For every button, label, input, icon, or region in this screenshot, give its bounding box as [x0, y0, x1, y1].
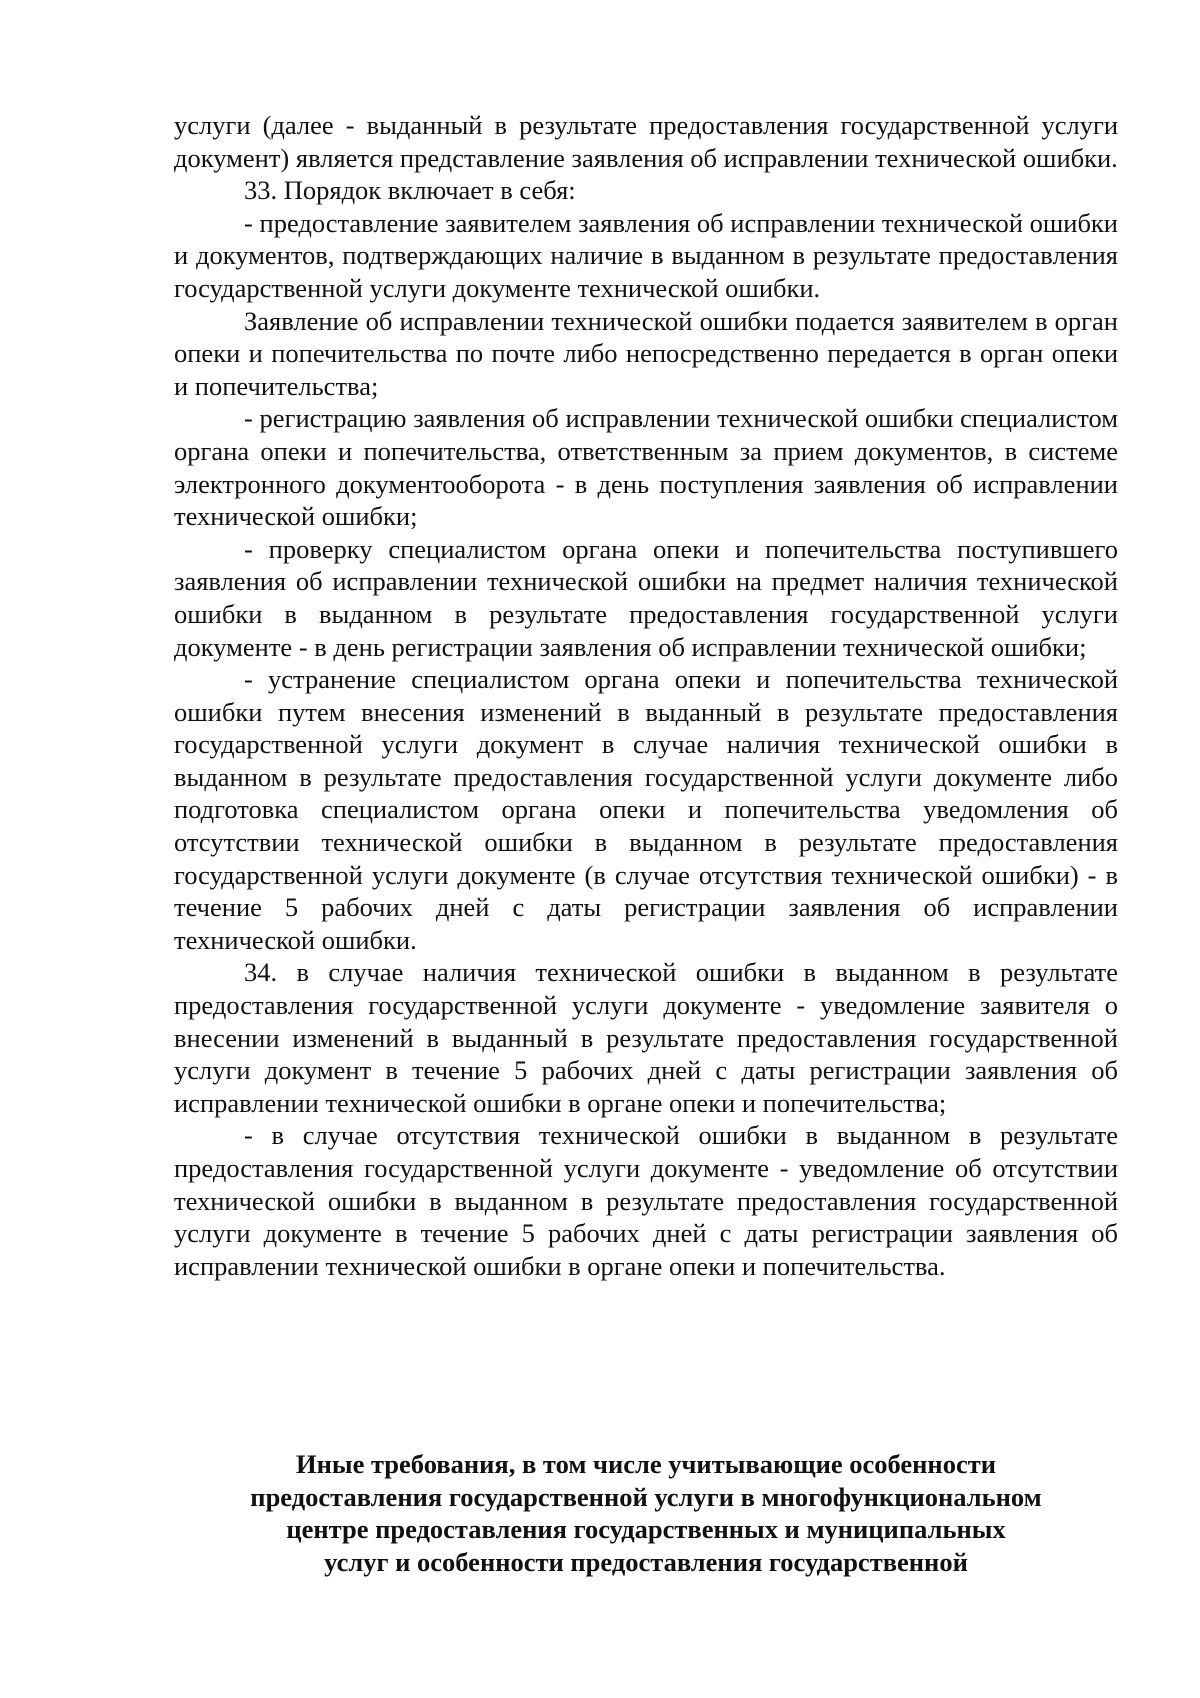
section-heading-line: центре предоставления государственных и муниципальных	[286, 1514, 1006, 1545]
paragraph-continuation: услуги (далее - выданный в результате предоставления государственной услуги документ) является представление заявления об исправлении технической ошибки.	[174, 110, 1118, 173]
section-heading-line: Иные требования, в том числе учитывающие особенности	[296, 1449, 996, 1479]
paragraph-item-34: 34. в случае наличия технической ошибки в выданном в результате предоставления государственной услуги документе - уведомление заявителя о внесении изменений в выданный в результате предоставления государственной услуги документ в течение 5 рабочих дней с даты регистрации заявления об исправлении технической ошибки в органе опеки и попечительства;	[174, 957, 1118, 1118]
section-heading	[174, 1448, 1118, 1578]
paragraph-submission: - предоставление заявителем заявления об исправлении технической ошибки и документов, подтверждающих наличие в выданном в результате предоставления государственной услуги документе технической ошибки.	[174, 207, 1118, 303]
section-heading-line: услуг и особенности предоставления государственной	[324, 1546, 968, 1577]
paragraph-no-error-notice: - в случае отсутствия технической ошибки в выданном в результате предоставления государственной услуги документе - уведомление об отсутствии технической ошибки в выданном в результате предоставления государственной услуги документе в течение 5 рабочих дней с даты регистрации заявления об исправлении технической ошибки в органе опеки и попечительства.	[174, 1120, 1118, 1281]
paragraph-item-33: 33. Порядок включает в себя:	[244, 175, 576, 206]
section-heading-line: предоставления государственной услуги в многофункциональном	[250, 1481, 1042, 1512]
paragraph-registration: - регистрацию заявления об исправлении технической ошибки специалистом органа опеки и попечительства, ответственным за прием документов, в системе электронного документооборота - в день поступления заявления об исправлении технической ошибки;	[174, 403, 1118, 532]
document-body	[174, 109, 1118, 1282]
paragraph-correction: - устранение специалистом органа опеки и попечительства технической ошибки путем внесения изменений в выданный в результате предоставления государственной услуги документ в случае наличия технической ошибки в выданном в результате предоставления государственной услуги документе либо подготовка специалистом органа опеки и попечительства уведомления об отсутствии технической ошибки в выданном в результате предоставления государственной услуги документе (в случае отсутствия технической ошибки) - в течение 5 рабочих дней с даты регистрации заявления об исправлении технической ошибки.	[174, 664, 1118, 955]
paragraph-verification: - проверку специалистом органа опеки и попечительства поступившего заявления об исправлении технической ошибки на предмет наличия технической ошибки в выданном в результате предоставления государственной услуги документе - в день регистрации заявления об исправлении технической ошибки;	[174, 533, 1118, 662]
paragraph-application-delivery: Заявление об исправлении технической ошибки подается заявителем в орган опеки и попечительства по почте либо непосредственно передается в орган опеки и попечительства;	[174, 305, 1118, 401]
